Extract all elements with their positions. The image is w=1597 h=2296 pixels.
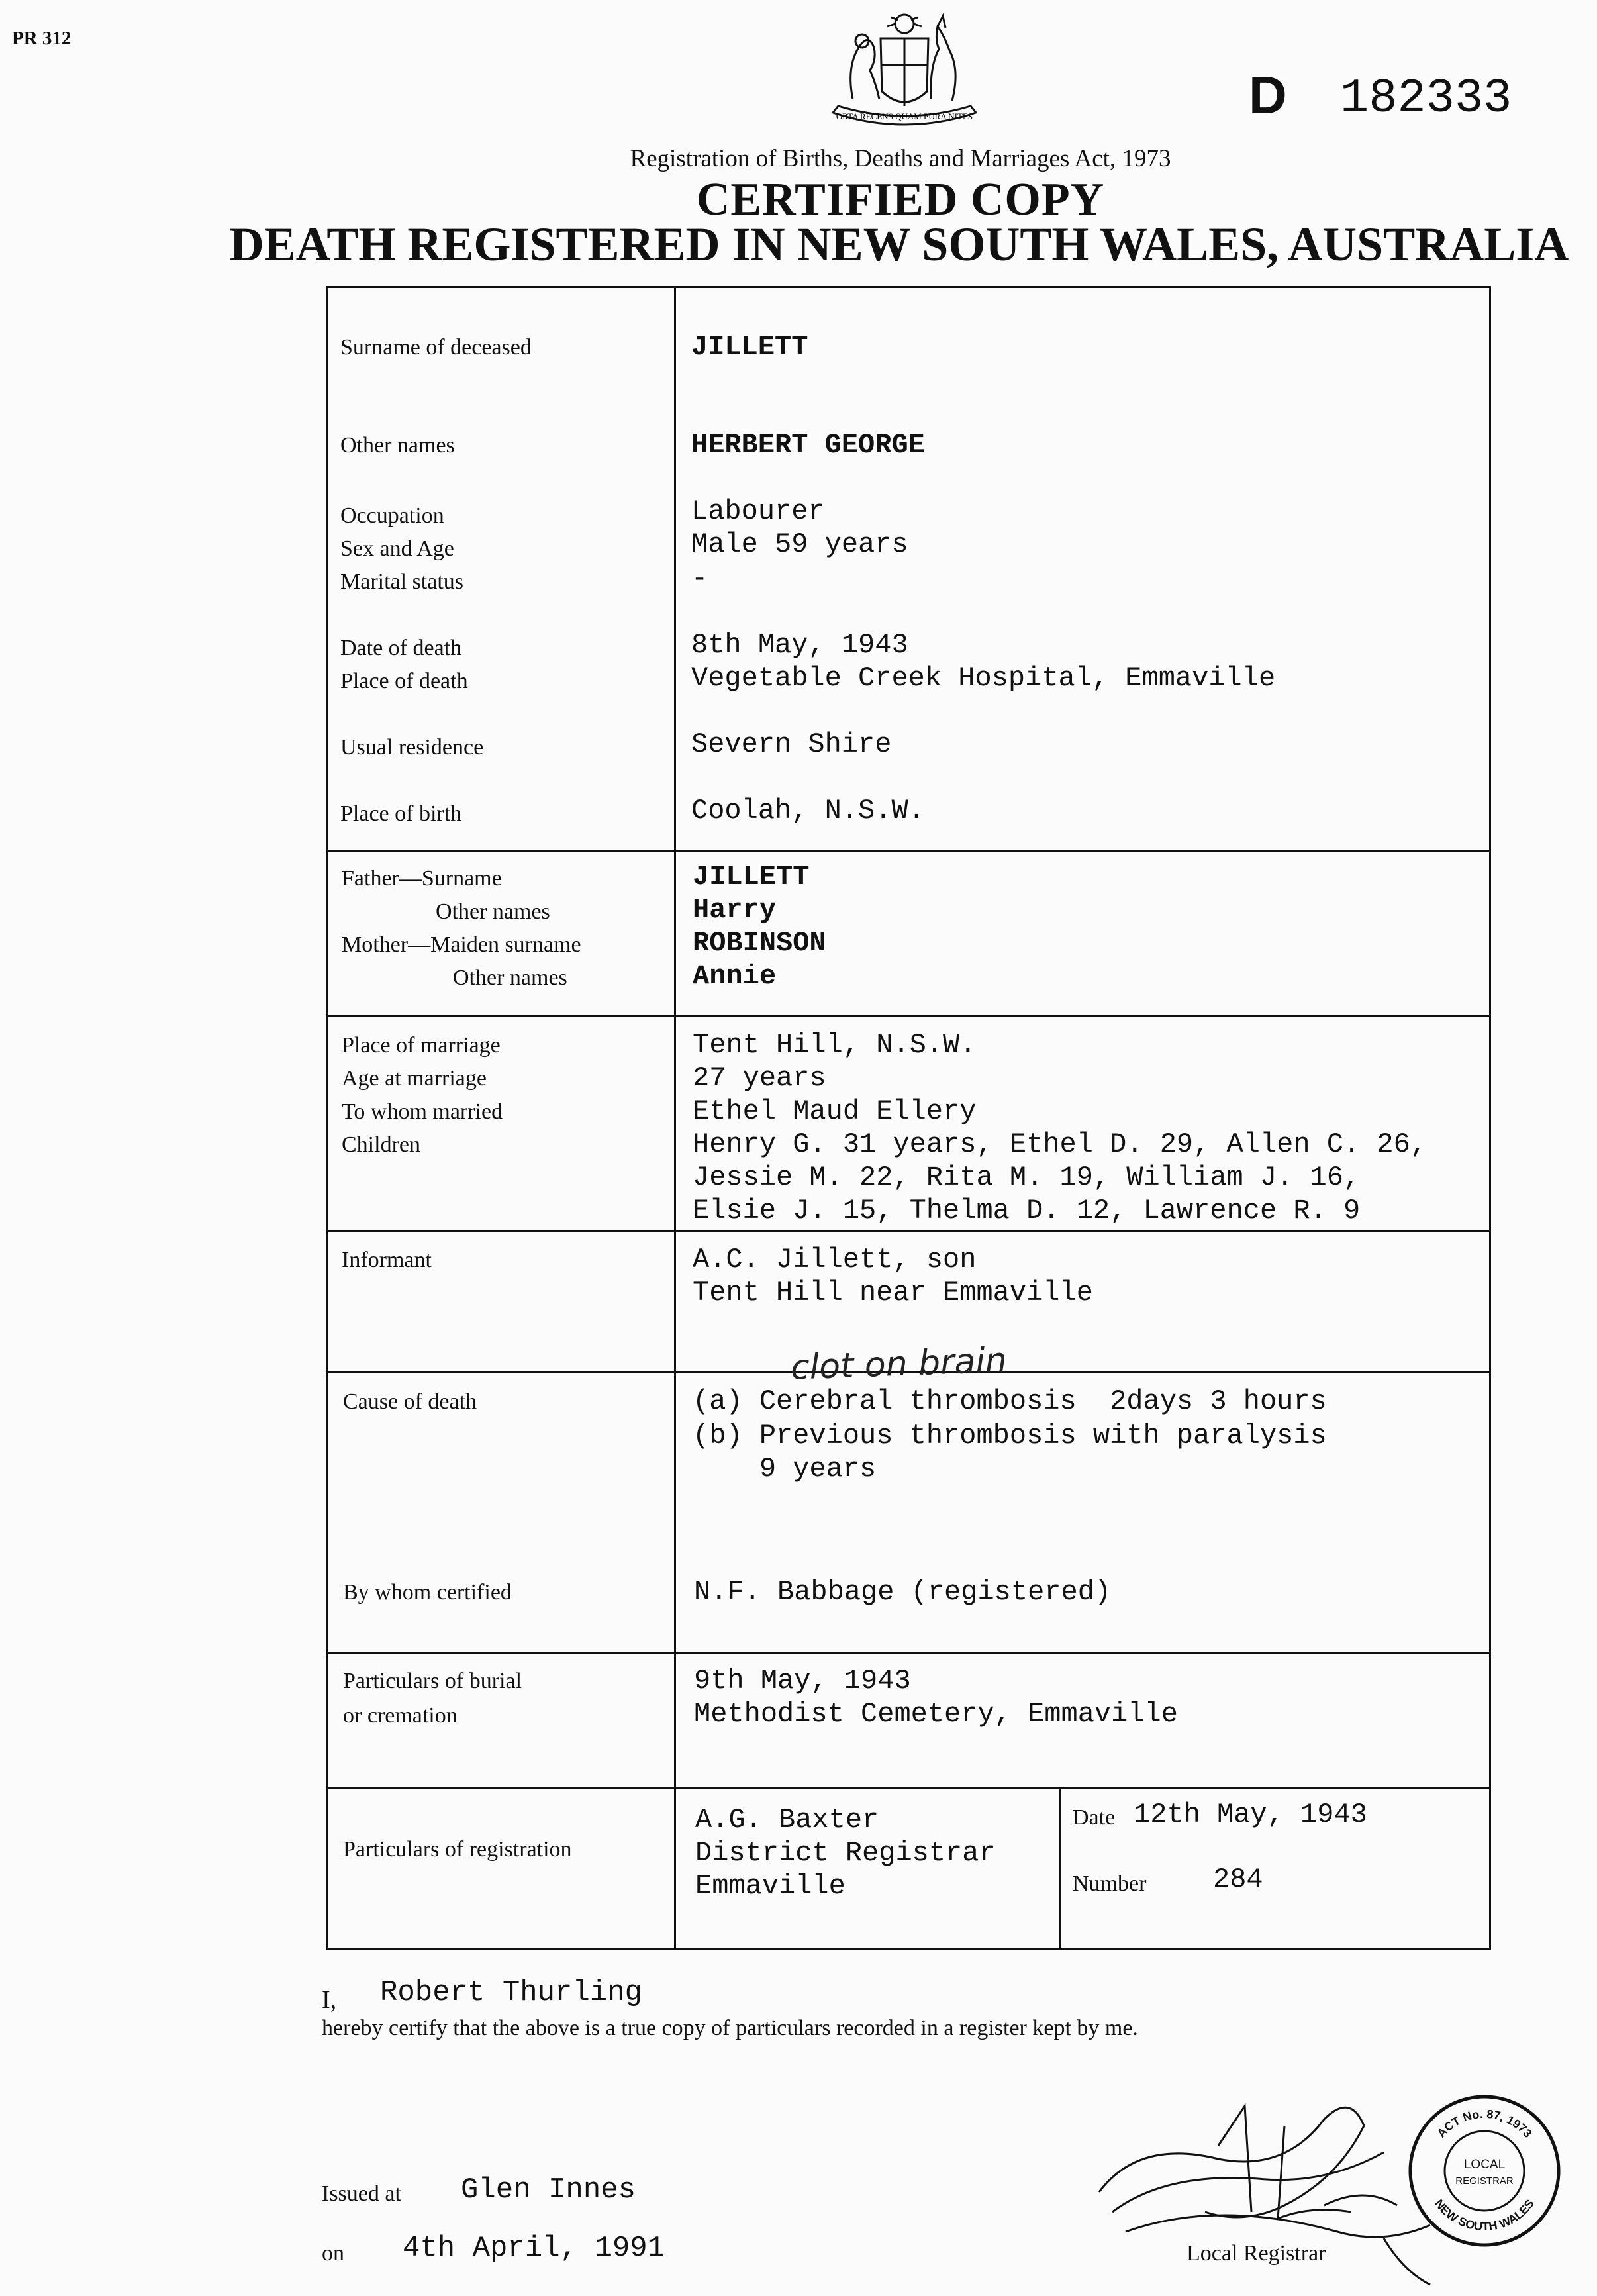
value-registration-number: 284 — [1213, 1864, 1263, 1895]
value-date-of-death: 8th May, 1943 — [691, 629, 908, 661]
label-to-whom-married: To whom married — [342, 1099, 503, 1124]
issued-on-label: on — [322, 2241, 344, 2266]
value-informant-line: Tent Hill near Emmaville — [693, 1277, 1093, 1309]
label-certified-by: By whom certified — [343, 1580, 512, 1605]
label-sex-age: Sex and Age — [340, 536, 454, 561]
certifier-name: Robert Thurling — [380, 1976, 643, 2009]
label-surname: Surname of deceased — [340, 335, 532, 360]
label-marital-status: Marital status — [340, 570, 464, 594]
value-surname: JILLETT — [691, 331, 808, 363]
label-cause-of-death: Cause of death — [343, 1389, 477, 1414]
row-divider — [326, 1015, 1491, 1017]
value-father-other-names: Harry — [693, 894, 777, 926]
label-age-at-marriage: Age at marriage — [342, 1066, 487, 1091]
document-subtitle: DEATH REGISTERED IN NEW SOUTH WALES, AUSTRALIA — [229, 218, 1569, 271]
value-place-of-marriage: Tent Hill, N.S.W. — [693, 1029, 977, 1061]
value-registrar-line: District Registrar — [695, 1837, 996, 1869]
value-mother-other-names: Annie — [693, 960, 777, 992]
issued-place: Glen Innes — [461, 2173, 636, 2207]
label-informant: Informant — [342, 1248, 432, 1272]
value-cause-line: 9 years — [693, 1453, 877, 1485]
svg-text:NEW SOUTH WALES: NEW SOUTH WALES — [1432, 2197, 1537, 2234]
label-registration-number: Number — [1073, 1872, 1147, 1896]
value-occupation: Labourer — [691, 495, 825, 527]
value-informant-line: A.C. Jillett, son — [693, 1244, 977, 1275]
document-title: CERTIFIED COPY — [696, 174, 1105, 225]
value-other-names: HERBERT GEORGE — [691, 429, 925, 461]
label-mother-maiden-surname: Mother—Maiden surname — [342, 932, 581, 957]
label-burial-cremation: or cremation — [343, 1703, 458, 1728]
certificate-number: 182333 — [1340, 72, 1512, 126]
label-burial: Particulars of burial — [343, 1669, 522, 1693]
value-usual-residence: Severn Shire — [691, 728, 892, 760]
value-age-at-marriage: 27 years — [693, 1062, 826, 1094]
value-place-of-death: Vegetable Creek Hospital, Emmaville — [691, 662, 1276, 694]
svg-text:LOCAL: LOCAL — [1463, 2158, 1506, 2171]
label-father-other-names: Other names — [436, 899, 550, 924]
svg-text:ORTA RECENS QUAM PURA NITES: ORTA RECENS QUAM PURA NITES — [836, 111, 973, 121]
value-burial-line: 9th May, 1943 — [694, 1665, 911, 1697]
value-to-whom-married: Ethel Maud Ellery — [693, 1095, 977, 1127]
certifier-prefix: I, — [322, 1986, 337, 2014]
issued-date: 4th April, 1991 — [403, 2232, 665, 2265]
label-other-names: Other names — [340, 433, 455, 458]
column-divider — [1059, 1787, 1061, 1950]
column-divider — [674, 286, 676, 1950]
row-divider — [326, 850, 1491, 852]
label-place-of-death: Place of death — [340, 669, 468, 693]
label-children: Children — [342, 1132, 420, 1157]
label-usual-residence: Usual residence — [340, 735, 484, 760]
value-registration-date: 12th May, 1943 — [1134, 1799, 1367, 1830]
value-registrar-line: A.G. Baxter — [695, 1804, 879, 1836]
value-place-of-birth: Coolah, N.S.W. — [691, 795, 925, 826]
value-cause-line: (a) Cerebral thrombosis 2days 3 hours — [693, 1385, 1327, 1417]
handwritten-annotation: clot on brain — [790, 1340, 1008, 1388]
value-burial-line: Methodist Cemetery, Emmaville — [694, 1698, 1178, 1730]
certification-statement: hereby certify that the above is a true copy of particulars recorded in a register kept by me. — [322, 2016, 1138, 2040]
value-registrar-line: Emmaville — [695, 1870, 846, 1902]
value-marital-status: - — [691, 563, 708, 595]
row-divider — [326, 1652, 1491, 1654]
coat-of-arms-crest — [813, 7, 996, 132]
local-registrar-label: Local Registrar — [1186, 2241, 1326, 2266]
label-place-of-birth: Place of birth — [340, 801, 462, 826]
value-certified-by: N.F. Babbage (registered) — [694, 1576, 1112, 1608]
label-registration-date: Date — [1073, 1805, 1116, 1830]
value-children-line: Henry G. 31 years, Ethel D. 29, Allen C. 26, — [693, 1128, 1427, 1160]
local-registrar-seal — [1405, 2091, 1564, 2250]
row-divider — [326, 1787, 1491, 1789]
label-mother-other-names: Other names — [453, 966, 567, 990]
form-code: PR 312 — [12, 28, 72, 49]
svg-text:ACT No. 87, 1973: ACT No. 87, 1973 — [1434, 2107, 1535, 2140]
value-father-surname: JILLETT — [693, 861, 810, 893]
label-registration: Particulars of registration — [343, 1837, 572, 1862]
act-reference: Registration of Births, Deaths and Marriages Act, 1973 — [630, 145, 1171, 172]
certificate-letter: D — [1249, 66, 1287, 125]
label-occupation: Occupation — [340, 503, 444, 528]
value-children-line: Jessie M. 22, Rita M. 19, William J. 16, — [693, 1162, 1361, 1193]
row-divider — [326, 1230, 1491, 1232]
label-father-surname: Father—Surname — [342, 866, 502, 891]
svg-text:REGISTRAR: REGISTRAR — [1455, 2175, 1514, 2187]
value-sex-age: Male 59 years — [691, 528, 908, 560]
issued-at-label: Issued at — [322, 2181, 401, 2206]
label-place-of-marriage: Place of marriage — [342, 1033, 501, 1058]
value-mother-maiden-surname: ROBINSON — [693, 927, 826, 959]
label-date-of-death: Date of death — [340, 636, 462, 660]
value-children-line: Elsie J. 15, Thelma D. 12, Lawrence R. 9 — [693, 1195, 1361, 1226]
value-cause-line: (b) Previous thrombosis with paralysis — [693, 1420, 1327, 1452]
